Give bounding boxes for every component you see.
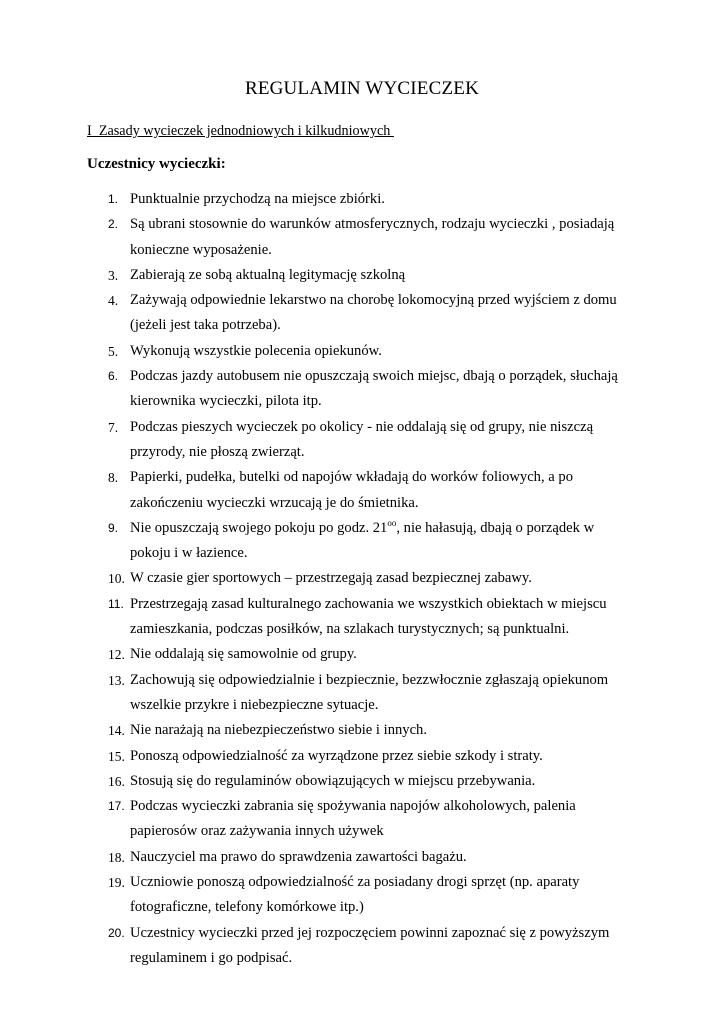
rule-text-line: Nie narażają na niebezpieczeństwo siebie i innych. [130, 722, 428, 739]
rule-number: 1. [108, 192, 119, 206]
rule-number: 13. [108, 672, 125, 688]
rule-text-line: Uczniowie ponoszą odpowiedzialność za posiadany drogi sprzęt (np. aparaty [130, 874, 580, 891]
rule-text-line: Zachowują się odpowiedzialnie i bezpiecznie, bezzwłocznie zgłaszają opiekunom [130, 671, 609, 688]
rule-text-line: (jeżeli jest taka potrzeba). [130, 317, 281, 334]
rule-text-line: Stosują się do regulaminów obowiązujących w miejscu przebywania. [130, 772, 536, 789]
rule-text-line: fotograficzne, telefony komórkowe itp.) [130, 899, 364, 916]
rule-text-line: Wykonują wszystkie polecenia opiekunów. [130, 342, 382, 359]
rule-item [0, 263, 724, 288]
rule-text-line: kierownika wycieczki, pilota itp. [130, 393, 322, 410]
rule-item [0, 339, 724, 364]
rule-text-line: Przestrzegają zasad kulturalnego zachowania we wszystkich obiektach w miejscu [130, 595, 607, 612]
rule-text-line [130, 516, 650, 541]
rule-number: 4. [108, 293, 119, 309]
rule-text-line: zamieszkania, podczas posiłków, na szlakach turystycznych; są punktualni. [130, 621, 570, 638]
rule-item [0, 794, 724, 845]
rule-item [0, 845, 724, 870]
rule-text-segment: , nie hałasują, dbają o porządek w [396, 519, 595, 536]
rule-item [0, 642, 724, 667]
rule-item [0, 516, 724, 567]
rule-number: 10. [108, 571, 125, 587]
rule-text-line: Nie oddalają się samowolnie od grupy. [130, 646, 357, 663]
rule-number: 7. [108, 419, 119, 435]
rule-number: 12. [108, 647, 125, 663]
rule-text-line: Podczas wycieczki zabrania się spożywania napojów alkoholowych, palenia [130, 798, 576, 815]
rule-text-line: Uczestnicy wycieczki przed jej rozpoczęciem powinni zapoznać się z powyższym [130, 924, 610, 941]
rule-number: 9. [108, 520, 119, 535]
rule-item [0, 870, 724, 921]
rule-number: 8. [108, 470, 119, 486]
rule-text-line: wszelkie przykre i niebezpieczne sytuacje. [130, 696, 379, 713]
rule-text-line: Nauczyciel ma prawo do sprawdzenia zawartości bagażu. [130, 848, 467, 865]
rule-number: 19. [108, 875, 125, 891]
rule-item [0, 718, 724, 743]
rule-item [0, 364, 724, 415]
rule-text-line: papierosów oraz zażywania innych używek [130, 823, 384, 840]
participants-subheading: Uczestnicy wycieczki: [87, 156, 226, 172]
rule-text-line: regulaminem i go podpisać. [130, 949, 293, 966]
rule-text-line: Ponoszą odpowiedzialność za wyrządzone przez siebie szkody i straty. [130, 747, 543, 764]
rule-item [0, 921, 724, 972]
rule-number: 14. [108, 723, 125, 739]
rule-number: 18. [108, 849, 125, 865]
rule-item [0, 566, 724, 591]
rule-item [0, 212, 724, 263]
rule-number: 2. [108, 217, 119, 232]
section-heading: I Zasady wycieczek jednodniowych i kilkudniowych [87, 123, 394, 139]
rule-text-line: Punktualnie przychodzą na miejsce zbiórki. [130, 191, 385, 207]
rule-item [0, 668, 724, 719]
rule-item [0, 592, 724, 643]
rule-text-line: konieczne wyposażenie. [130, 241, 272, 258]
rule-item [0, 288, 724, 339]
rule-number: 15. [108, 748, 125, 764]
rule-text-line: Podczas jazdy autobusem nie opuszczają swoich miejsc, dbają o porządek, słuchają [130, 368, 618, 385]
rule-item [0, 744, 724, 769]
rule-text-line: przyrody, nie płoszą zwierząt. [130, 443, 305, 460]
rule-number: 17. [108, 799, 125, 814]
rule-text-line: Zabierają ze sobą aktualną legitymację szkolną [130, 266, 406, 283]
rule-item [0, 769, 724, 794]
rule-number: 11. [108, 596, 124, 611]
rule-text-line: pokoju i w łazience. [130, 545, 248, 562]
rule-number: 5. [108, 343, 119, 359]
rule-text-line: Są ubrani stosownie do warunków atmosferycznych, rodzaju wycieczki , posiadają [130, 216, 615, 233]
rule-text-line: Podczas pieszych wycieczek po okolicy - nie oddalają się od grupy, nie niszczą [130, 418, 594, 435]
rule-number: 20. [108, 925, 125, 940]
rule-text-line: Zażywają odpowiednie lekarstwo na chorobę lokomocyjną przed wyjściem z domu [130, 292, 617, 309]
rule-text-line: W czasie gier sportowych – przestrzegają zasad bezpiecznej zabawy. [130, 570, 532, 587]
rule-number: 16. [108, 773, 125, 789]
rule-number: 3. [108, 267, 119, 283]
rule-text-segment: Nie opuszczają swojego pokoju po godz. 21 [130, 519, 388, 536]
document-title: REGULAMIN WYCIECZEK [244, 78, 480, 99]
superscript-minutes: oo [387, 517, 397, 528]
rule-item [0, 465, 724, 516]
rule-text-line: Papierki, pudełka, butelki od napojów wkładają do worków foliowych, a po [130, 469, 573, 486]
rules-list [0, 187, 724, 971]
rule-item [0, 187, 724, 212]
rule-text-line: zakończeniu wycieczki wrzucają je do śmietnika. [130, 494, 419, 511]
rule-number: 6. [108, 369, 119, 384]
rule-item [0, 415, 724, 466]
